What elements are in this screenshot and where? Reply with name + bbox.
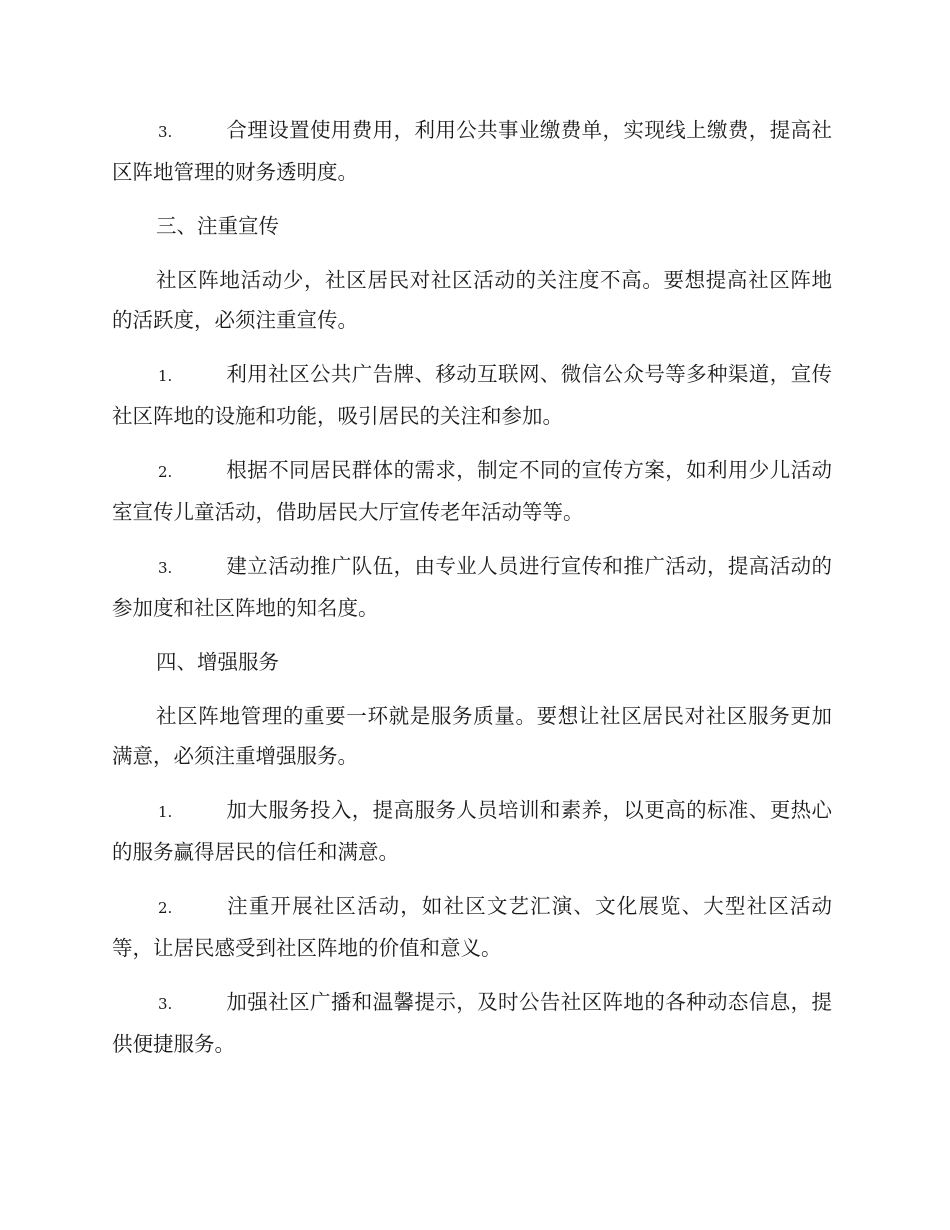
list-text: 注重开展社区活动，如社区文艺汇演、文化展览、大型社区活动等，让居民感受到社区阵地的价值和意义。	[112, 894, 832, 960]
list-number: 3.	[158, 995, 173, 1013]
section-heading: 三、注重宣传	[156, 214, 279, 238]
list-item	[112, 982, 832, 1064]
list-number: 1.	[158, 367, 173, 385]
list-item	[112, 110, 832, 192]
list-text: 利用社区公共广告牌、移动互联网、微信公众号等多种渠道，宣传社区阵地的设施和功能，吸引居民的关注和参加。	[112, 362, 832, 428]
list-number: 3.	[158, 559, 173, 577]
list-number: 3.	[158, 123, 173, 141]
list-number: 2.	[158, 899, 173, 917]
paragraph: 社区阵地活动少，社区居民对社区活动的关注度不高。要想提高社区阵地的活跃度，必须注重宣传。	[112, 268, 832, 332]
list-item	[112, 790, 832, 872]
list-number: 2.	[158, 463, 173, 481]
list-text: 加大服务投入，提高服务人员培训和素养，以更高的标准、更热心的服务赢得居民的信任和满意。	[112, 798, 832, 864]
list-text: 合理设置使用费用，利用公共事业缴费单，实现线上缴费，提高社区阵地管理的财务透明度。	[112, 118, 832, 184]
section-heading: 四、增强服务	[156, 650, 279, 674]
list-item	[112, 450, 832, 532]
list-item	[112, 354, 832, 436]
list-text: 建立活动推广队伍，由专业人员进行宣传和推广活动，提高活动的参加度和社区阵地的知名度。	[112, 554, 832, 620]
list-number: 1.	[158, 803, 173, 821]
list-item	[112, 886, 832, 968]
list-text: 根据不同居民群体的需求，制定不同的宣传方案，如利用少儿活动室宣传儿童活动，借助居民大厅宣传老年活动等等。	[112, 458, 832, 524]
paragraph: 社区阵地管理的重要一环就是服务质量。要想让社区居民对社区服务更加满意，必须注重增强服务。	[112, 704, 832, 768]
list-item	[112, 546, 832, 628]
list-text: 加强社区广播和温馨提示，及时公告社区阵地的各种动态信息，提供便捷服务。	[112, 990, 832, 1056]
